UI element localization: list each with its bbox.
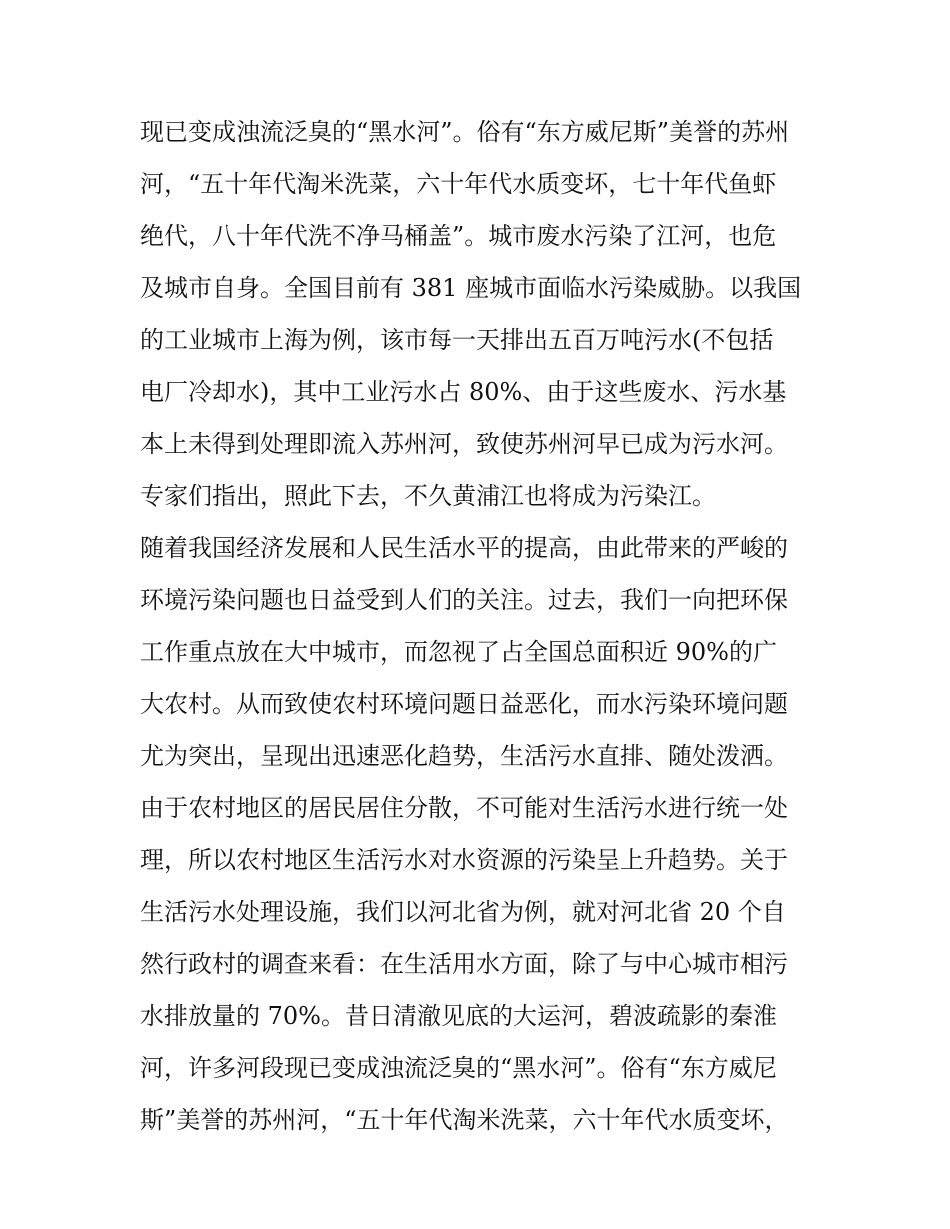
text-line: 大农村。从而致使农村环境问题日益恶化，而水污染环境问题 [140,690,788,718]
text-line: 现已变成浊流泛臭的“黑水河”。俗有“东方威尼斯”美誉的苏州 [140,118,790,146]
text-line: 由于农村地区的居民居住分散，不可能对生活污水进行统一处 [140,794,788,822]
text-line: 理，所以农村地区生活污水对水资源的污染呈上升趋势。关于 [140,846,788,874]
text-line: 斯”美誉的苏州河，“五十年代淘米洗菜，六十年代水质变坏， [140,1106,789,1134]
text-line: 工作重点放在大中城市，而忽视了占全国总面积近 90%的广 [140,638,777,666]
text-line: 绝代，八十年代洗不净马桶盖”。城市废水污染了江河，也危 [140,222,777,250]
text-line: 然行政村的调查来看：在生活用水方面，除了与中心城市相污 [140,950,788,978]
text-line: 及城市自身。全国目前有 381 座城市面临水污染威胁。以我国 [140,274,802,302]
text-line: 尤为突出，呈现出迅速恶化趋势，生活污水直排、随处泼洒。 [140,742,788,770]
text-line: 的工业城市上海为例，该市每一天排出五百万吨污水(不包括 [140,326,774,354]
text-line: 生活污水处理设施，我们以河北省为例，就对河北省 20 个自 [140,898,786,926]
text-line: 电厂冷却水)，其中工业污水占 80%、由于这些废水、污水基 [140,378,787,406]
text-line: 随着我国经济发展和人民生活水平的提高，由此带来的严峻的 [140,534,788,562]
body-text [140,106,840,1146]
text-line: 河，“五十年代淘米洗菜，六十年代水质变坏，七十年代鱼虾 [140,170,777,198]
text-line: 专家们指出，照此下去，不久黄浦江也将成为污染江。 [140,482,716,510]
text-line: 河，许多河段现已变成浊流泛臭的“黑水河”。俗有“东方威尼 [140,1054,777,1082]
text-line: 环境污染问题也日益受到人们的关注。过去，我们一向把环保 [140,586,788,614]
text-line: 水排放量的 70%。昔日清澈见底的大运河，碧波疏影的秦淮 [140,1002,777,1030]
text-line: 本上未得到处理即流入苏州河，致使苏州河早已成为污水河。 [140,430,788,458]
